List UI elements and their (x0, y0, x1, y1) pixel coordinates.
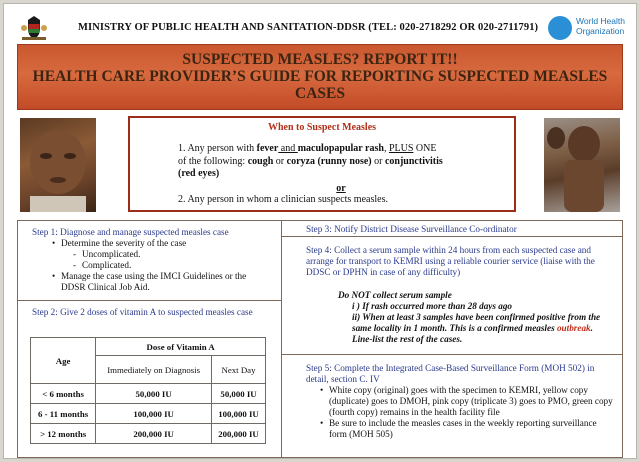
when-title: When to Suspect Measles (267, 122, 377, 133)
step1-bullet-severity: • Determine the severity of the case - Uncomplicated. - Complicated. (52, 238, 273, 271)
step1-title: Step 1: Diagnose and manage suspected measles case (32, 227, 229, 237)
step2-box (18, 301, 281, 458)
criterion-2: 2. Any person in whom a clinician suspects measles. (178, 193, 388, 205)
exception-i: i ) If rash occurred more than 28 days ago (352, 301, 513, 311)
step5-bullet-copies: • White copy (original) goes with the specimen to KEMRI, yellow copy (duplicate) goes to DMOH, pink copy (triplicate 3) goes to PMO, green copy (fourth copy) remains in the health facility file (320, 385, 613, 418)
step1-bullet-manage: • Manage the case using the IMCI Guidelines or the DDSR Clinical Job Aid. (52, 271, 273, 293)
dose-header: Dose of Vitamin A (96, 338, 266, 356)
table-row: > 12 months 200,000 IU 200,000 IU (31, 424, 266, 444)
step3-box (282, 221, 623, 237)
step1-uncomplicated: - Uncomplicated. (73, 249, 273, 260)
steps-grid (17, 220, 623, 458)
col-immediately: Immediately on Diagnosis (96, 356, 212, 384)
do-not-collect: Do NOT collect serum sample i ) If rash occurred more than 28 days ago ii) When at least 3 samples have been confirmed positive from the same locality in 1 month. This is a confirmed measles outbreak. Line-list the rest of the cases. (338, 290, 613, 345)
step1-complicated: - Complicated. (73, 260, 273, 271)
who-name-line2: Organization (576, 26, 625, 36)
col-next-day: Next Day (212, 356, 266, 384)
when-body: 1. Any person with fever and maculopapular rash, PLUS ONE of the following: cough or coryza (runny nose) or conjunctivitis (red eyes) or 2. Any person in whom a clinician suspects measles. (178, 143, 504, 206)
who-name-line1: World Health (576, 16, 625, 26)
kenya-coat-of-arms-icon (20, 14, 48, 42)
table-row: < 6 months 50,000 IU 50,000 IU (31, 384, 266, 404)
step5-title: Step 5: Complete the Integrated Case-Based Surveillance Form (MOH 502) in detail, section C. IV (306, 363, 595, 384)
step4-box (282, 237, 623, 355)
title-banner (17, 44, 623, 110)
step1-box (18, 221, 281, 301)
who-logo (548, 14, 626, 44)
age-header: Age (31, 338, 96, 384)
banner-line1: SUSPECTED MEASLES? REPORT IT!! (182, 51, 458, 68)
poster (3, 3, 637, 459)
table-row: 6 - 11 months 100,000 IU 100,000 IU (31, 404, 266, 424)
when-to-suspect-box (128, 116, 516, 212)
header (14, 10, 628, 48)
or-divider: or (336, 182, 346, 194)
step3-title: Step 3: Notify District Disease Surveillance Co-ordinator (306, 224, 517, 234)
banner-line2: HEALTH CARE PROVIDER’S GUIDE FOR REPORTING SUSPECTED MEASLES CASES (32, 68, 608, 102)
who-emblem-icon (548, 16, 572, 40)
child-photo-right (544, 118, 620, 212)
exception-ii: ii) When at least 3 samples have been confirmed positive from the same locality in 1 month. This is a confirmed measles outbreak. Line-list the rest of the cases. (352, 312, 601, 344)
vitamin-a-table (30, 337, 266, 444)
step5-bullet-weekly: • Be sure to include the measles cases in the weekly reporting surveillance form (MOH 505) (320, 418, 613, 440)
child-photo-left (20, 118, 96, 212)
step5-box (282, 355, 623, 458)
step2-title: Step 2: Give 2 doses of vitamin A to suspected measles case (32, 307, 253, 317)
ministry-title: MINISTRY OF PUBLIC HEALTH AND SANITATION-DDSR (TEL: 020-2718292 OR 020-2711791) (78, 22, 539, 33)
step4-title: Step 4: Collect a serum sample within 24 hours from each suspected case and arrange for transport to KEMRI using a reliable courier service (liaise with the DDSC or DPHN in case of any difficulty) (306, 245, 595, 277)
criterion-1: 1. Any person with fever and maculopapular rash, PLUS ONE (178, 143, 437, 154)
